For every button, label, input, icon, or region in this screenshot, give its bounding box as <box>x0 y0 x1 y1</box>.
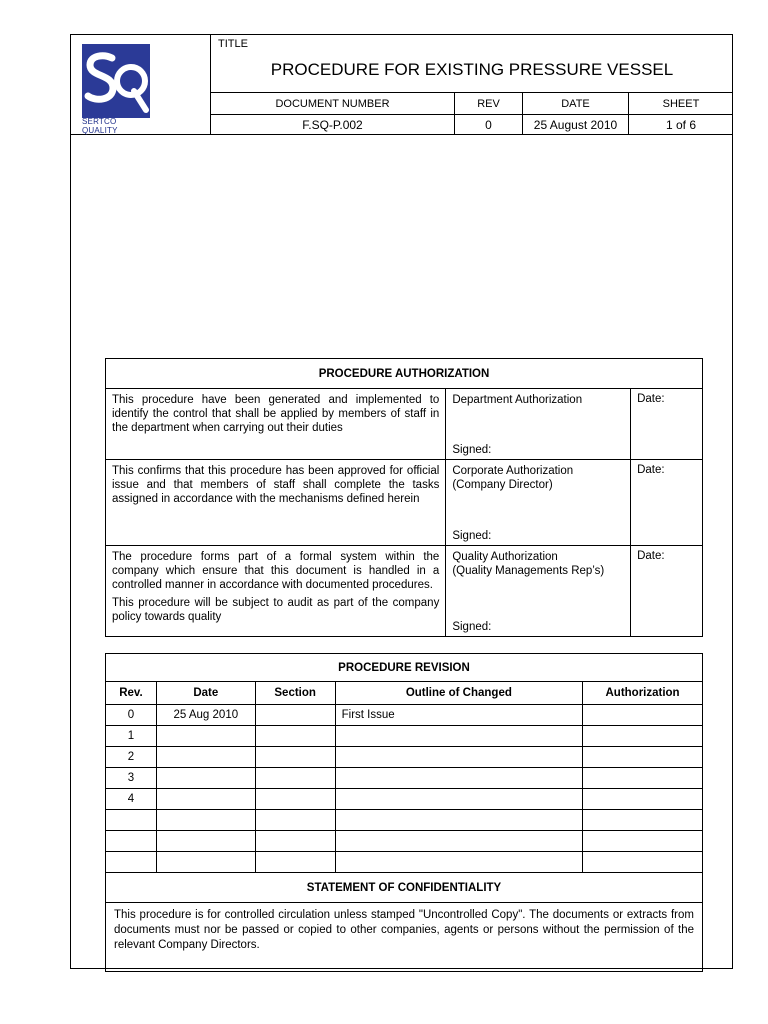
cell-outline <box>335 789 582 810</box>
authorization-role: Department Authorization <box>452 394 583 406</box>
table-row <box>106 768 703 789</box>
authorization-role-detail: (Company Director) <box>452 479 553 491</box>
cell-date <box>156 789 255 810</box>
confidentiality-title-row <box>106 873 703 903</box>
table-row <box>106 789 703 810</box>
cell-authorization <box>583 705 703 726</box>
cell-rev <box>106 810 157 831</box>
cell-rev: 2 <box>106 747 157 768</box>
column-header-outline: Outline of Changed <box>335 682 582 705</box>
table-row <box>106 747 703 768</box>
cell-date <box>156 831 255 852</box>
document-title: PROCEDURE FOR EXISTING PRESSURE VESSEL <box>270 60 674 79</box>
logo-mark-icon <box>82 44 150 118</box>
cell-outline <box>335 810 582 831</box>
authorization-row <box>106 546 703 637</box>
cell-authorization <box>583 726 703 747</box>
authorization-signature-cell <box>446 389 631 460</box>
authorization-table <box>105 358 703 637</box>
date-label: DATE <box>561 97 590 110</box>
rev-label: REV <box>477 97 500 110</box>
authorization-role: Quality Authorization <box>452 551 558 563</box>
revision-header-row <box>106 682 703 705</box>
authorization-row <box>106 389 703 460</box>
cell-date: 25 Aug 2010 <box>156 705 255 726</box>
cell-section <box>255 747 335 768</box>
sheet-value: 1 of 6 <box>665 117 697 132</box>
cell-section <box>255 852 335 873</box>
cell-section <box>255 768 335 789</box>
cell-rev: 1 <box>106 726 157 747</box>
signed-label: Signed: <box>452 530 492 542</box>
table-row <box>106 705 703 726</box>
authorization-description-text: The procedure forms part of a formal system within the company which ensure that this document is handled in a controlled manner in accordance with documented procedures. <box>112 551 440 591</box>
column-header-section: Section <box>255 682 335 705</box>
cell-authorization <box>583 747 703 768</box>
cell-date <box>156 747 255 768</box>
cell-rev: 4 <box>106 789 157 810</box>
title-label: TITLE <box>218 38 248 50</box>
sertco-logo <box>82 44 150 118</box>
cell-authorization <box>583 852 703 873</box>
cell-outline <box>335 852 582 873</box>
authorization-description <box>106 389 446 460</box>
authorization-title-row <box>106 359 703 389</box>
authorization-signature-cell <box>446 546 631 637</box>
confidentiality-title: STATEMENT OF CONFIDENTIALITY <box>106 873 703 903</box>
date-value: 25 August 2010 <box>533 117 618 132</box>
revision-title: PROCEDURE REVISION <box>106 654 703 682</box>
authorization-description-text-2: This procedure will be subject to audit as part of the company policy towards quality <box>112 597 440 623</box>
authorization-description <box>106 460 446 546</box>
cell-outline: First Issue <box>335 705 582 726</box>
cell-date <box>156 810 255 831</box>
table-row <box>106 831 703 852</box>
column-header-authorization: Authorization <box>583 682 703 705</box>
sheet-label: SHEET <box>662 97 700 110</box>
signed-label: Signed: <box>452 444 492 456</box>
cell-section <box>255 810 335 831</box>
cell-section <box>255 705 335 726</box>
column-header-date: Date <box>156 682 255 705</box>
cell-date <box>156 852 255 873</box>
cell-date <box>156 768 255 789</box>
doc-number-value: F.SQ-P.002 <box>302 117 363 132</box>
cell-outline <box>335 747 582 768</box>
authorization-row <box>106 460 703 546</box>
revision-title-row <box>106 654 703 682</box>
cell-rev <box>106 852 157 873</box>
confidentiality-text-row <box>106 903 703 972</box>
cell-authorization <box>583 831 703 852</box>
authorization-signature-cell <box>446 460 631 546</box>
authorization-role: Corporate Authorization <box>452 465 574 477</box>
header-bottom-line <box>70 134 733 135</box>
cell-outline <box>335 831 582 852</box>
cell-rev: 3 <box>106 768 157 789</box>
cell-authorization <box>583 768 703 789</box>
revision-table <box>105 653 703 972</box>
table-row <box>106 726 703 747</box>
signed-label: Signed: <box>452 621 492 633</box>
authorization-date-cell: Date: <box>631 389 703 460</box>
cell-section <box>255 831 335 852</box>
cell-outline <box>335 726 582 747</box>
authorization-description <box>106 546 446 637</box>
logo-caption: SERTCO QUALITY <box>82 117 118 135</box>
authorization-title: PROCEDURE AUTHORIZATION <box>106 359 703 389</box>
cell-outline <box>335 768 582 789</box>
cell-authorization <box>583 810 703 831</box>
cell-section <box>255 789 335 810</box>
authorization-description-text: This procedure have been generated and implemented to identify the control that shall be applied by members of staff in the department when carrying out their duties <box>112 394 440 434</box>
confidentiality-text: This procedure is for controlled circulation unless stamped "Uncontrolled Copy". The documents or extracts from documents must nor be passed or copied to other companies, agents or persons without the permission of the relevant Company Directors. <box>106 903 703 972</box>
doc-number-label: DOCUMENT NUMBER <box>275 97 390 110</box>
cell-rev <box>106 831 157 852</box>
column-header-rev: Rev. <box>106 682 157 705</box>
authorization-date-cell: Date: <box>631 546 703 637</box>
cell-section <box>255 726 335 747</box>
table-row <box>106 810 703 831</box>
authorization-description-text: This confirms that this procedure has been approved for official issue and that members of staff shall complete the tasks assigned in accordance with the mechanisms defined herein <box>112 465 440 505</box>
table-row <box>106 852 703 873</box>
cell-authorization <box>583 789 703 810</box>
cell-rev: 0 <box>106 705 157 726</box>
authorization-role-detail: (Quality Managements Rep’s) <box>452 565 605 577</box>
rev-value: 0 <box>485 117 492 132</box>
cell-date <box>156 726 255 747</box>
authorization-date-cell: Date: <box>631 460 703 546</box>
